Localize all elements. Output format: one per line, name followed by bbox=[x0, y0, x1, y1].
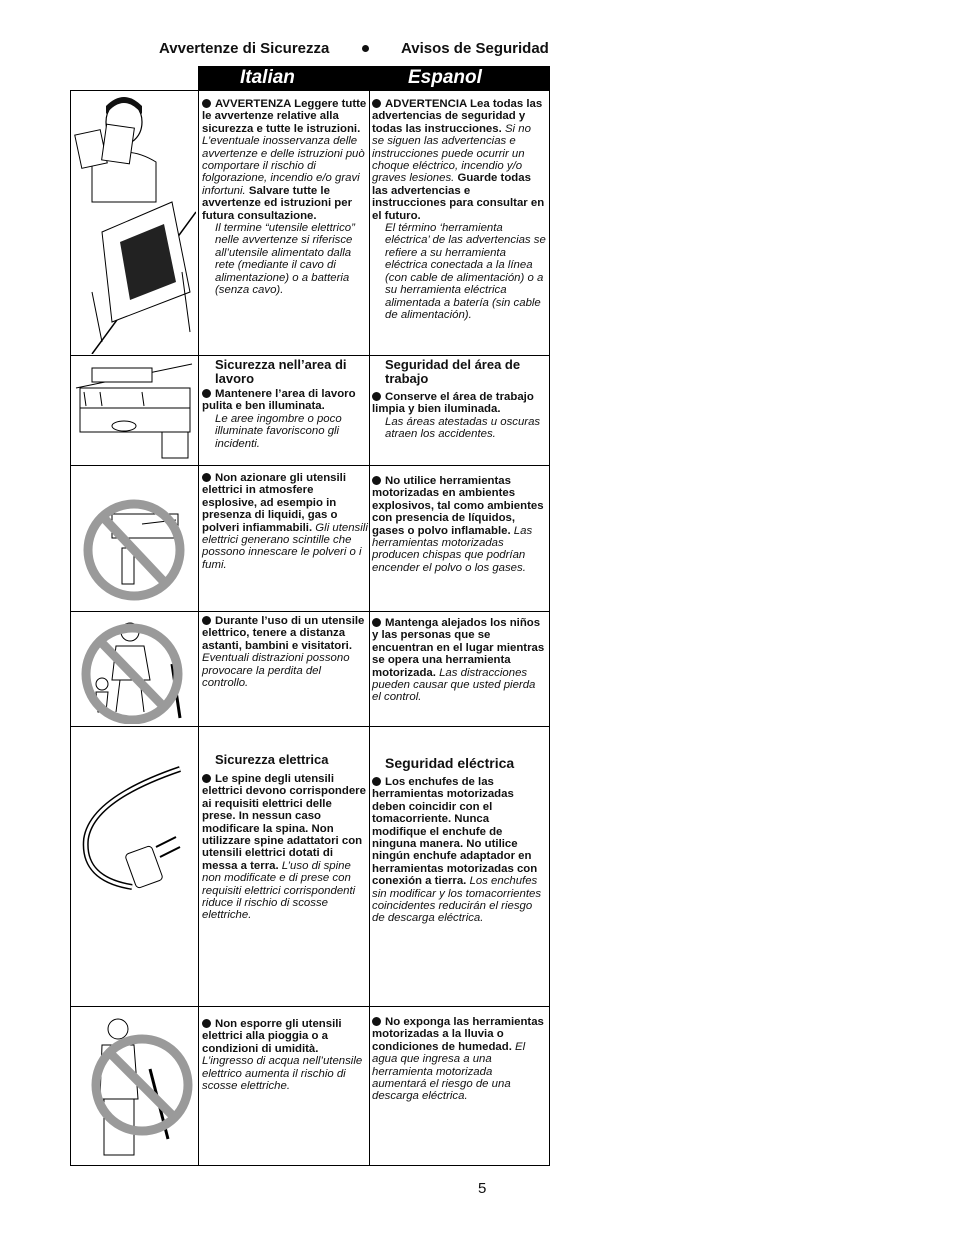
warning-italic-text: Las herramientas motorizadas producen chispas que podrían encender el polvo o los gases. bbox=[372, 524, 533, 574]
bullet-icon bbox=[202, 473, 211, 482]
warning-bold-text: Los enchufes de las herramientas motorizadas deben coincidir con el tomacorriente. Nunca modifique el enchufe de ninguna manera. No utilice ningún enchufe adaptador en herramientas motorizadas con conexión a tierra. bbox=[372, 776, 538, 888]
row-divider bbox=[70, 611, 550, 612]
bullet-icon bbox=[372, 392, 381, 401]
italian-general-warning bbox=[202, 98, 368, 297]
warning-italic-text: Si no se siguen las advertencias e instrucciones puede ocurrir un choque eléctrico, incendio y/o graves lesiones. bbox=[372, 122, 531, 185]
bullet-icon bbox=[202, 389, 211, 398]
spanish-header-title: Avisos de Seguridad bbox=[401, 40, 549, 57]
bullet-icon bbox=[202, 99, 211, 108]
bullet-icon bbox=[372, 476, 381, 485]
warning-label: ADVERTENCIA bbox=[385, 98, 467, 110]
bullet-icon bbox=[202, 774, 211, 783]
warning-italic-text: Las distracciones pueden causar que usted pierda el control. bbox=[372, 666, 536, 704]
warning-italic-text: L’ingresso di acqua nell’utensile elettrico aumenta il rischio di scosse elettriche. bbox=[202, 1055, 363, 1093]
bullet-icon bbox=[372, 777, 381, 786]
warning-bold-text: Non azionare gli utensili elettrici in atmosfere esplosive, ad esempio in presenza di liquidi, gas o polveri infiammabili. bbox=[202, 472, 347, 534]
warning-italic-text: El agua que ingresa a una herramienta motorizada aumentará el riesgo de una descarga eléctrica. bbox=[372, 1040, 526, 1103]
warning-bold-text: Le spine degli utensili elettrici devono corrispondere ai requisiti elettrici delle prese. In nessun caso modificare la spina. Non utilizzare spine adattatori con utensili elettrici dotati di messa a terra. bbox=[202, 773, 366, 872]
section-heading: Sicurezza nell’area di lavoro bbox=[215, 357, 347, 386]
italian-explosive-atmosphere-warning bbox=[202, 472, 368, 571]
warning-bold-text: Salvare tutte le avvertenze ed istruzioni per futura consultazione. bbox=[202, 184, 353, 222]
row-divider bbox=[70, 355, 550, 356]
bullet-icon bbox=[202, 616, 211, 625]
warning-italic-text: L’uso di spine non modificate e di prese con requisiti elettrici corrispondenti riduce il rischio di scosse elettriche. bbox=[202, 859, 356, 922]
warning-bold-text: Guarde todas las advertencias e instrucciones para consultar en el futuro. bbox=[372, 172, 545, 222]
italian-rain-exposure-warning bbox=[202, 1018, 368, 1092]
italian-work-area-safety bbox=[202, 358, 368, 450]
warning-bold-text: Mantenga alejados los niños y las personas que se encuentran en el lugar mientras se opera una herramienta motorizada. bbox=[372, 617, 545, 679]
keep-bystanders-away-prohibited-icon bbox=[72, 614, 196, 724]
warning-italic-text: Las áreas atestadas u oscuras atraen los accidentes. bbox=[385, 415, 541, 441]
warning-italic-text: Los enchufes sin modificar y los tomacorrientes coincidentes reducirán el riesgo de descarga eléctrica. bbox=[372, 875, 542, 925]
spanish-rain-exposure-warning bbox=[372, 1016, 548, 1103]
warning-italic-text: Eventuali distrazioni possono provocare la perdita del controllo. bbox=[202, 652, 350, 690]
italian-bystanders-warning bbox=[202, 615, 368, 689]
spanish-electrical-safety bbox=[372, 756, 546, 925]
warning-bold-text: Non esporre gli utensili elettrici alla pioggia o a condizioni di umidità. bbox=[202, 1018, 342, 1055]
bullet-icon bbox=[202, 1019, 211, 1028]
spanish-column-label: Espanol bbox=[408, 67, 482, 88]
power-tool-definition: El término ‘herramienta eléctrica’ de las advertencias se refiere a su herramienta eléctrica conectada a la línea (con cable de alimentación) o a su herramienta eléctrica alimentada a batería (sin cable de alimentación). bbox=[385, 222, 546, 321]
warning-bold-text: No utilice herramientas motorizadas en ambientes explosivos, tal como ambientes con presencia de líquidos, gases o polvo inflamable. bbox=[372, 475, 544, 537]
spanish-bystanders-warning bbox=[372, 617, 546, 704]
row-divider bbox=[70, 1006, 550, 1007]
warning-italic-text: Gli utensili elettrici generano scintille che possono innescare le polveri o i fumi. bbox=[202, 521, 368, 571]
electric-plug-illustration bbox=[72, 729, 196, 1003]
bullet-icon bbox=[372, 99, 381, 108]
reading-manual-illustration bbox=[72, 92, 196, 354]
italian-column-label: Italian bbox=[240, 67, 295, 88]
section-heading: Seguridad del área de trabajo bbox=[385, 357, 521, 386]
page-number: 5 bbox=[478, 1180, 487, 1197]
bullet-icon bbox=[372, 618, 381, 627]
explosive-atmosphere-prohibited-icon bbox=[72, 468, 196, 608]
warning-bold-text: Durante l’uso di un utensile elettrico, tenere a distanza astanti, bambini e visitatori. bbox=[202, 615, 365, 652]
warning-italic-text: Le aree ingombre o poco illuminate favoriscono gli incidenti. bbox=[215, 412, 342, 450]
row-divider bbox=[70, 465, 550, 466]
spanish-work-area-safety bbox=[372, 358, 546, 441]
warning-bold-text: Lea todas las advertencias de seguridad y todas las instrucciones. bbox=[372, 98, 543, 135]
spanish-general-warning bbox=[372, 98, 546, 321]
warning-label: AVVERTENZA bbox=[215, 98, 291, 110]
warning-bold-text: No exponga las herramientas motorizadas a la lluvia o condiciones de humedad. bbox=[372, 1016, 544, 1053]
italian-electrical-safety bbox=[202, 753, 368, 922]
warning-italic-text: L’eventuale inosservanza delle avvertenze e delle istruzioni può comportare il rischio di folgorazione, incendio e/o gravi infortuni. bbox=[202, 135, 365, 197]
warning-bold-text: Leggere tutte le avvertenze relative alla sicurezza e tutte le istruzioni. bbox=[202, 98, 367, 135]
no-rain-exposure-prohibited-icon bbox=[72, 1009, 196, 1164]
warning-bold-text: Mantenere l’area di lavoro pulita e ben illuminata. bbox=[202, 388, 356, 413]
spanish-explosive-atmosphere-warning bbox=[372, 475, 546, 574]
bullet-icon bbox=[372, 1017, 381, 1026]
warning-bold-text: Conserve el área de trabajo limpia y bien iluminada. bbox=[372, 391, 534, 416]
section-heading: Seguridad eléctrica bbox=[385, 755, 515, 771]
header-bullet bbox=[362, 45, 369, 52]
power-tool-definition: Il termine “utensile elettrico” nelle avvertenze si riferisce all’utensile alimentato dalla rete (mediante il cavo di alimentazione) o a batteria (senza cavo). bbox=[215, 222, 355, 297]
row-divider bbox=[70, 726, 550, 727]
language-bar bbox=[198, 66, 550, 90]
italian-header-title: Avvertenze di Sicurezza bbox=[159, 40, 330, 57]
column-divider bbox=[198, 90, 199, 1166]
section-heading: Sicurezza elettrica bbox=[215, 752, 329, 767]
column-divider bbox=[369, 90, 370, 1166]
work-area-illustration bbox=[72, 358, 196, 462]
